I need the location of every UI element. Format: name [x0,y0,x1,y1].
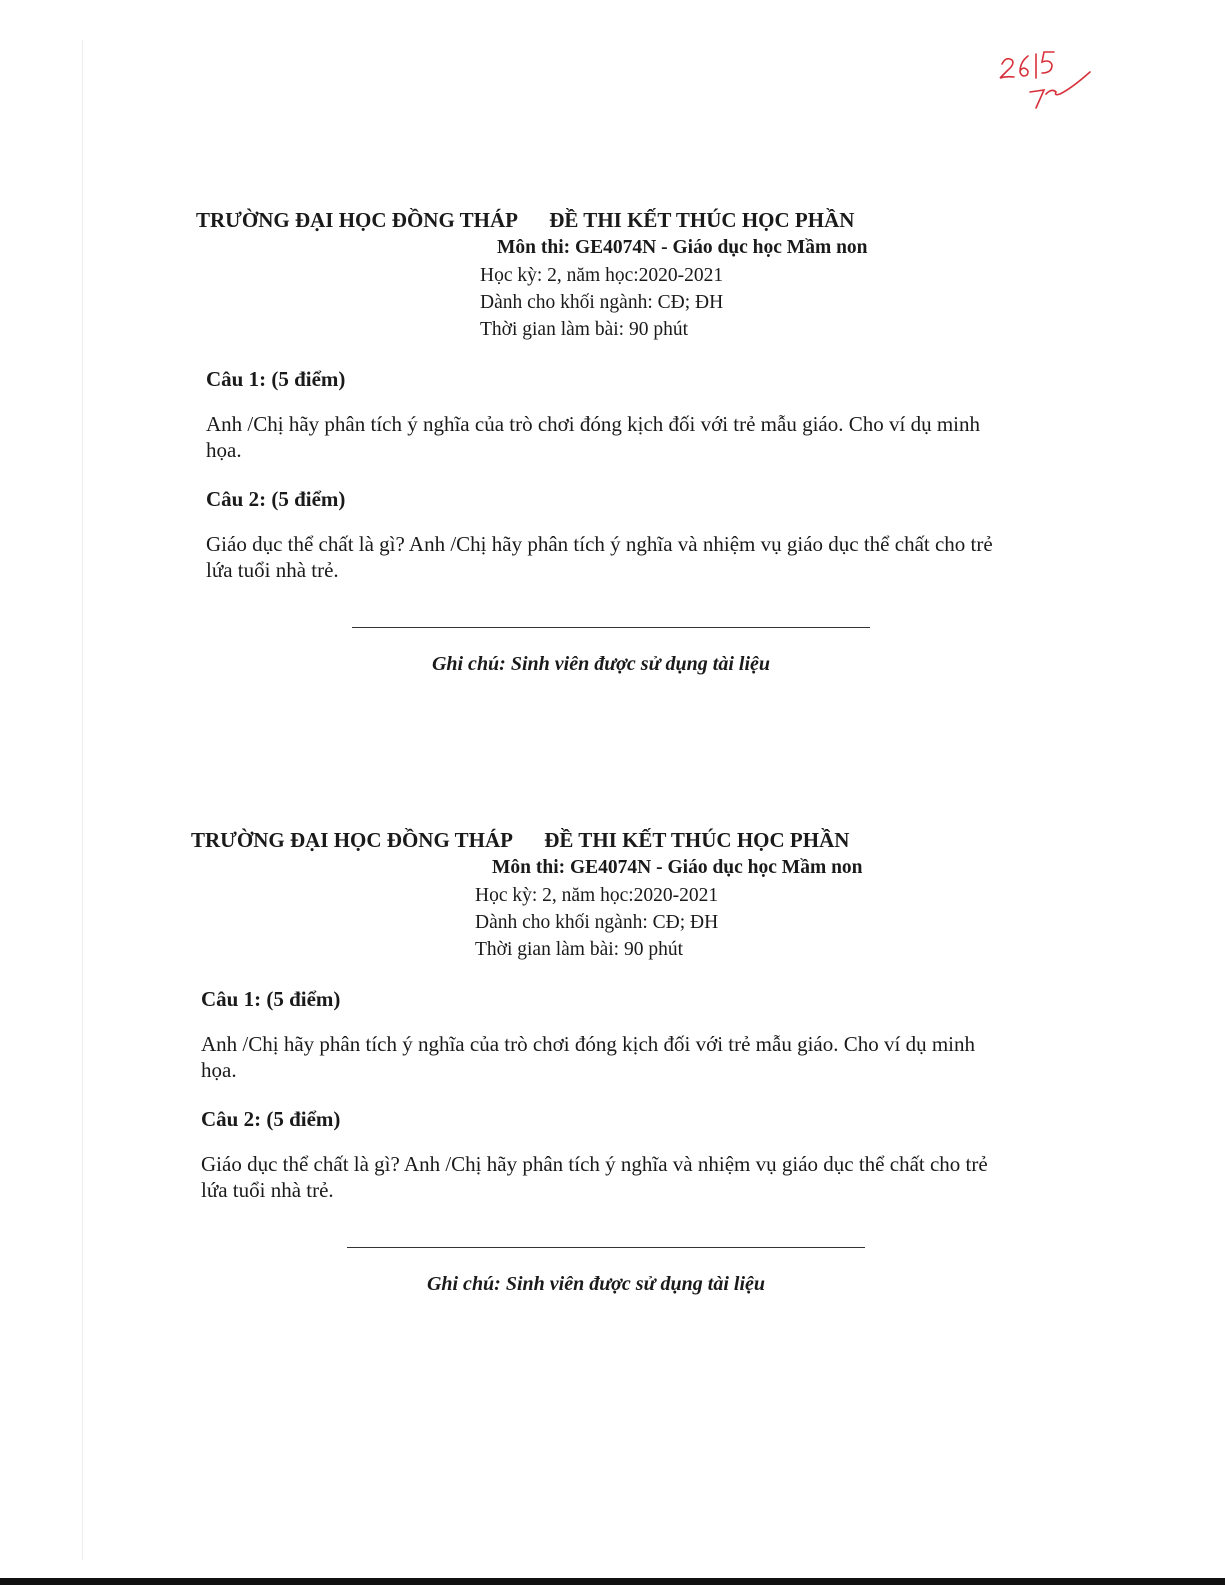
question-2-heading: Câu 2: (5 điểm) [201,1107,341,1131]
exam-note: Ghi chú: Sinh viên được sử dụng tài liệu [431,653,771,675]
exam-subject: Môn thi: GE4074N - Giáo dục học Mầm non [497,237,868,258]
question-1-heading: Câu 1: (5 điểm) [201,987,341,1011]
exam-note: Ghi chú: Sinh viên được sử dụng tài liệu [426,1273,766,1295]
question-1-text: Anh /Chị hãy phân tích ý nghĩa của trò chơi đóng kịch đối với trẻ mẫu giáo. Cho ví dụ minh họa. [201,1032,976,1082]
exam-duration: Thời gian làm bài: 90 phút [475,939,683,960]
exam-meta [475,854,1011,963]
exam-semester: Học kỳ: 2, năm học:2020-2021 [480,265,724,286]
question-1-text: Anh /Chị hãy phân tích ý nghĩa của trò chơi đóng kịch đối với trẻ mẫu giáo. Cho ví dụ minh họa. [206,412,981,462]
question-1-heading: Câu 1: (5 điểm) [206,367,346,391]
exam-audience: Dành cho khối ngành: CĐ; ĐH [480,292,724,313]
divider-line [352,627,870,628]
exam-sheet-bottom [191,826,1011,1298]
divider-line [347,1247,865,1248]
exam-semester: Học kỳ: 2, năm học:2020-2021 [475,885,719,906]
scan-artifact-line [82,40,83,1560]
school-name: TRƯỜNG ĐẠI HỌC ĐỒNG THÁP [191,828,514,852]
school-name: TRƯỜNG ĐẠI HỌC ĐỒNG THÁP [196,208,519,232]
question-2-text: Giáo dục thể chất là gì? Anh /Chị hãy phân tích ý nghĩa và nhiệm vụ giáo dục thể chất cho trẻ lứa tuổi nhà trẻ. [206,532,993,582]
exam-meta [480,234,1016,343]
handwritten-red-mark [990,42,1100,112]
question-2-heading: Câu 2: (5 điểm) [206,487,346,511]
exam-header [191,826,1011,854]
exam-audience: Dành cho khối ngành: CĐ; ĐH [475,912,719,933]
question-2-text: Giáo dục thể chất là gì? Anh /Chị hãy phân tích ý nghĩa và nhiệm vụ giáo dục thể chất cho trẻ lứa tuổi nhà trẻ. [201,1152,988,1202]
exam-subject: Môn thi: GE4074N - Giáo dục học Mầm non [492,857,863,878]
scan-bottom-edge [0,1578,1225,1585]
exam-header [196,206,1016,234]
exam-duration: Thời gian làm bài: 90 phút [480,319,688,340]
exam-sheet-top [196,206,1016,678]
exam-title: ĐỀ THI KẾT THÚC HỌC PHẦN [549,208,855,232]
exam-title: ĐỀ THI KẾT THÚC HỌC PHẦN [544,828,850,852]
